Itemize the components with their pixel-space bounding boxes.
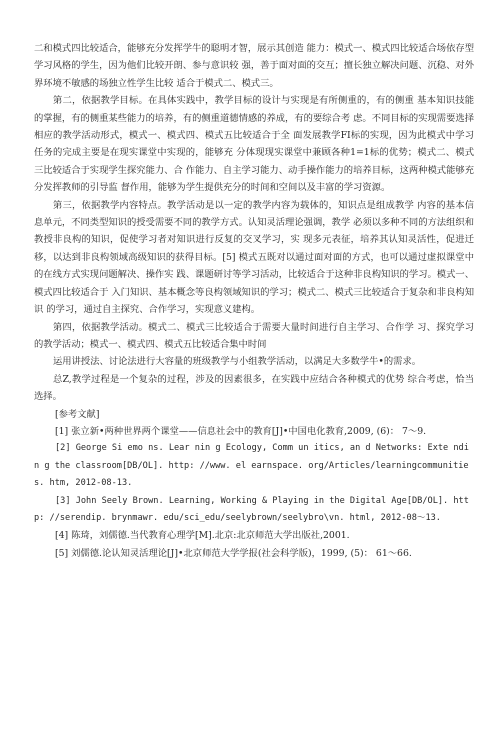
paragraph-learning-style: 二和模式四比较适合，能够充分发挥学牛的聪明才智，展示其创造 能力：模式一、模式四比较适合场依存型学习风格的学生，因为他们比较开朗、参与意识较 强，善于面对面的交互；擅长独立解决问题、沉稳、对外界环境不敏感的场独立性学生比较 适合于模式二、模式三。: [34, 43, 474, 89]
references-heading: [参考文献]: [55, 408, 100, 420]
reference-item: [2] George Si emo ns. Lear nin g Ecology, Comm un itics, an d Networks: Exte ndin g the classroom[DB/OL]. http: //www. el earnspace. org/Articles/learningcommunities. htm, 2012-08-13.: [34, 443, 469, 489]
paragraph-lecture-method: 运用讲授法、讨论法进行大容量的班级教学与小组教学活动，以满足大多数学牛•的需求。: [53, 356, 422, 368]
reference-item: [1] 张立新•两种世界两个课堂——信息社会中的教育[J]•中国电化教育,2009, (6)： 7〜9.: [55, 425, 427, 437]
reference-item: [4] 陈琦，刘儒德.当代教育心理学[M].北京:北京师范大学出版社,2001.: [55, 530, 350, 542]
paragraph-teaching-goals: 第二，依据教学目标。在具体实践中，教学目标的设计与实现是有所侧重的，有的侧重 基本知识技能的掌握，有的侧重某些能力的培养，有的侧重道德情感的养成，有的要综合考 虑。不同目标的实现需要选择相应的教学活动形式，模式一、模式四、模式五比较适合于全 面发展教学FI标的实现，因为此模式中学习任务的完成主要是在现实课堂中实现的，能够充 分体现现实课堂中兼顾各种1=1标的优势；模式二、模式三比较适合于实现学生探究能力、合 作能力、自主学习能力、动手操作能力的培养目标，这两种模式能够充分发挥教师的引导监 督作用，能够为学生提供充分的时间和空间以及丰富的学习资源。: [34, 95, 474, 194]
reference-item: [3] John Seely Brown. Learning, Working & Playing in the Digital Age[DB/OL]. http: //serendip. brynmawr. edu/sci_edu/seelybrown/seelybro\vn. html, 2012-08〜13.: [34, 495, 469, 523]
paragraph-content-features: 第三，依据教学内容特点。教学活动是以一定的教学内容为载体的，知识点是组成教学 内容的基本信息单元，不同类型知识的授受需要不同的教学方式。认知灵活理论强调，教学 必须以多种不同的方法组织和教授非良构的知识，促使学习者对知识进行反复的交叉学习，实 现多元表征，培养其认知灵活性，促进迁移，以达到非良构领域高级知识的获得目标。[5] 模式五既对以通过面对面的方式，也可以通过虚拟课堂中的在线方式实现问题解决、操作实 践、课题研讨等学习活动，比较适合于这种非良构知识的学习。模式一、模式四比较适合于 入门知识、基本概念等良构领域知识的学习；模式二、模式三比较适合于复杂和非良构知识 的学习，通过自主探究、合作学习，实现意义建构。: [34, 199, 474, 316]
paragraph-teaching-activities: 第四，依据教学活动。模式二、模式三比较适合于需要大量时间进行自主学习、合作学 习、探究学习的教学活动；模式一、模式四、模式五比较适合集中时间: [34, 321, 474, 350]
document-page: [34, 40, 474, 562]
paragraph-conclusion: 总Z,教学过程是一个复杂的过程，涉及的因素很多，在实践中应结合各种模式的优势 综合考虑，恰当选择。: [34, 373, 474, 403]
reference-item: [5] 刘儒德.论认知灵活理论[J]•北京师范大学学报(社会科学版)，1999, (5)： 61〜66.: [55, 547, 412, 559]
